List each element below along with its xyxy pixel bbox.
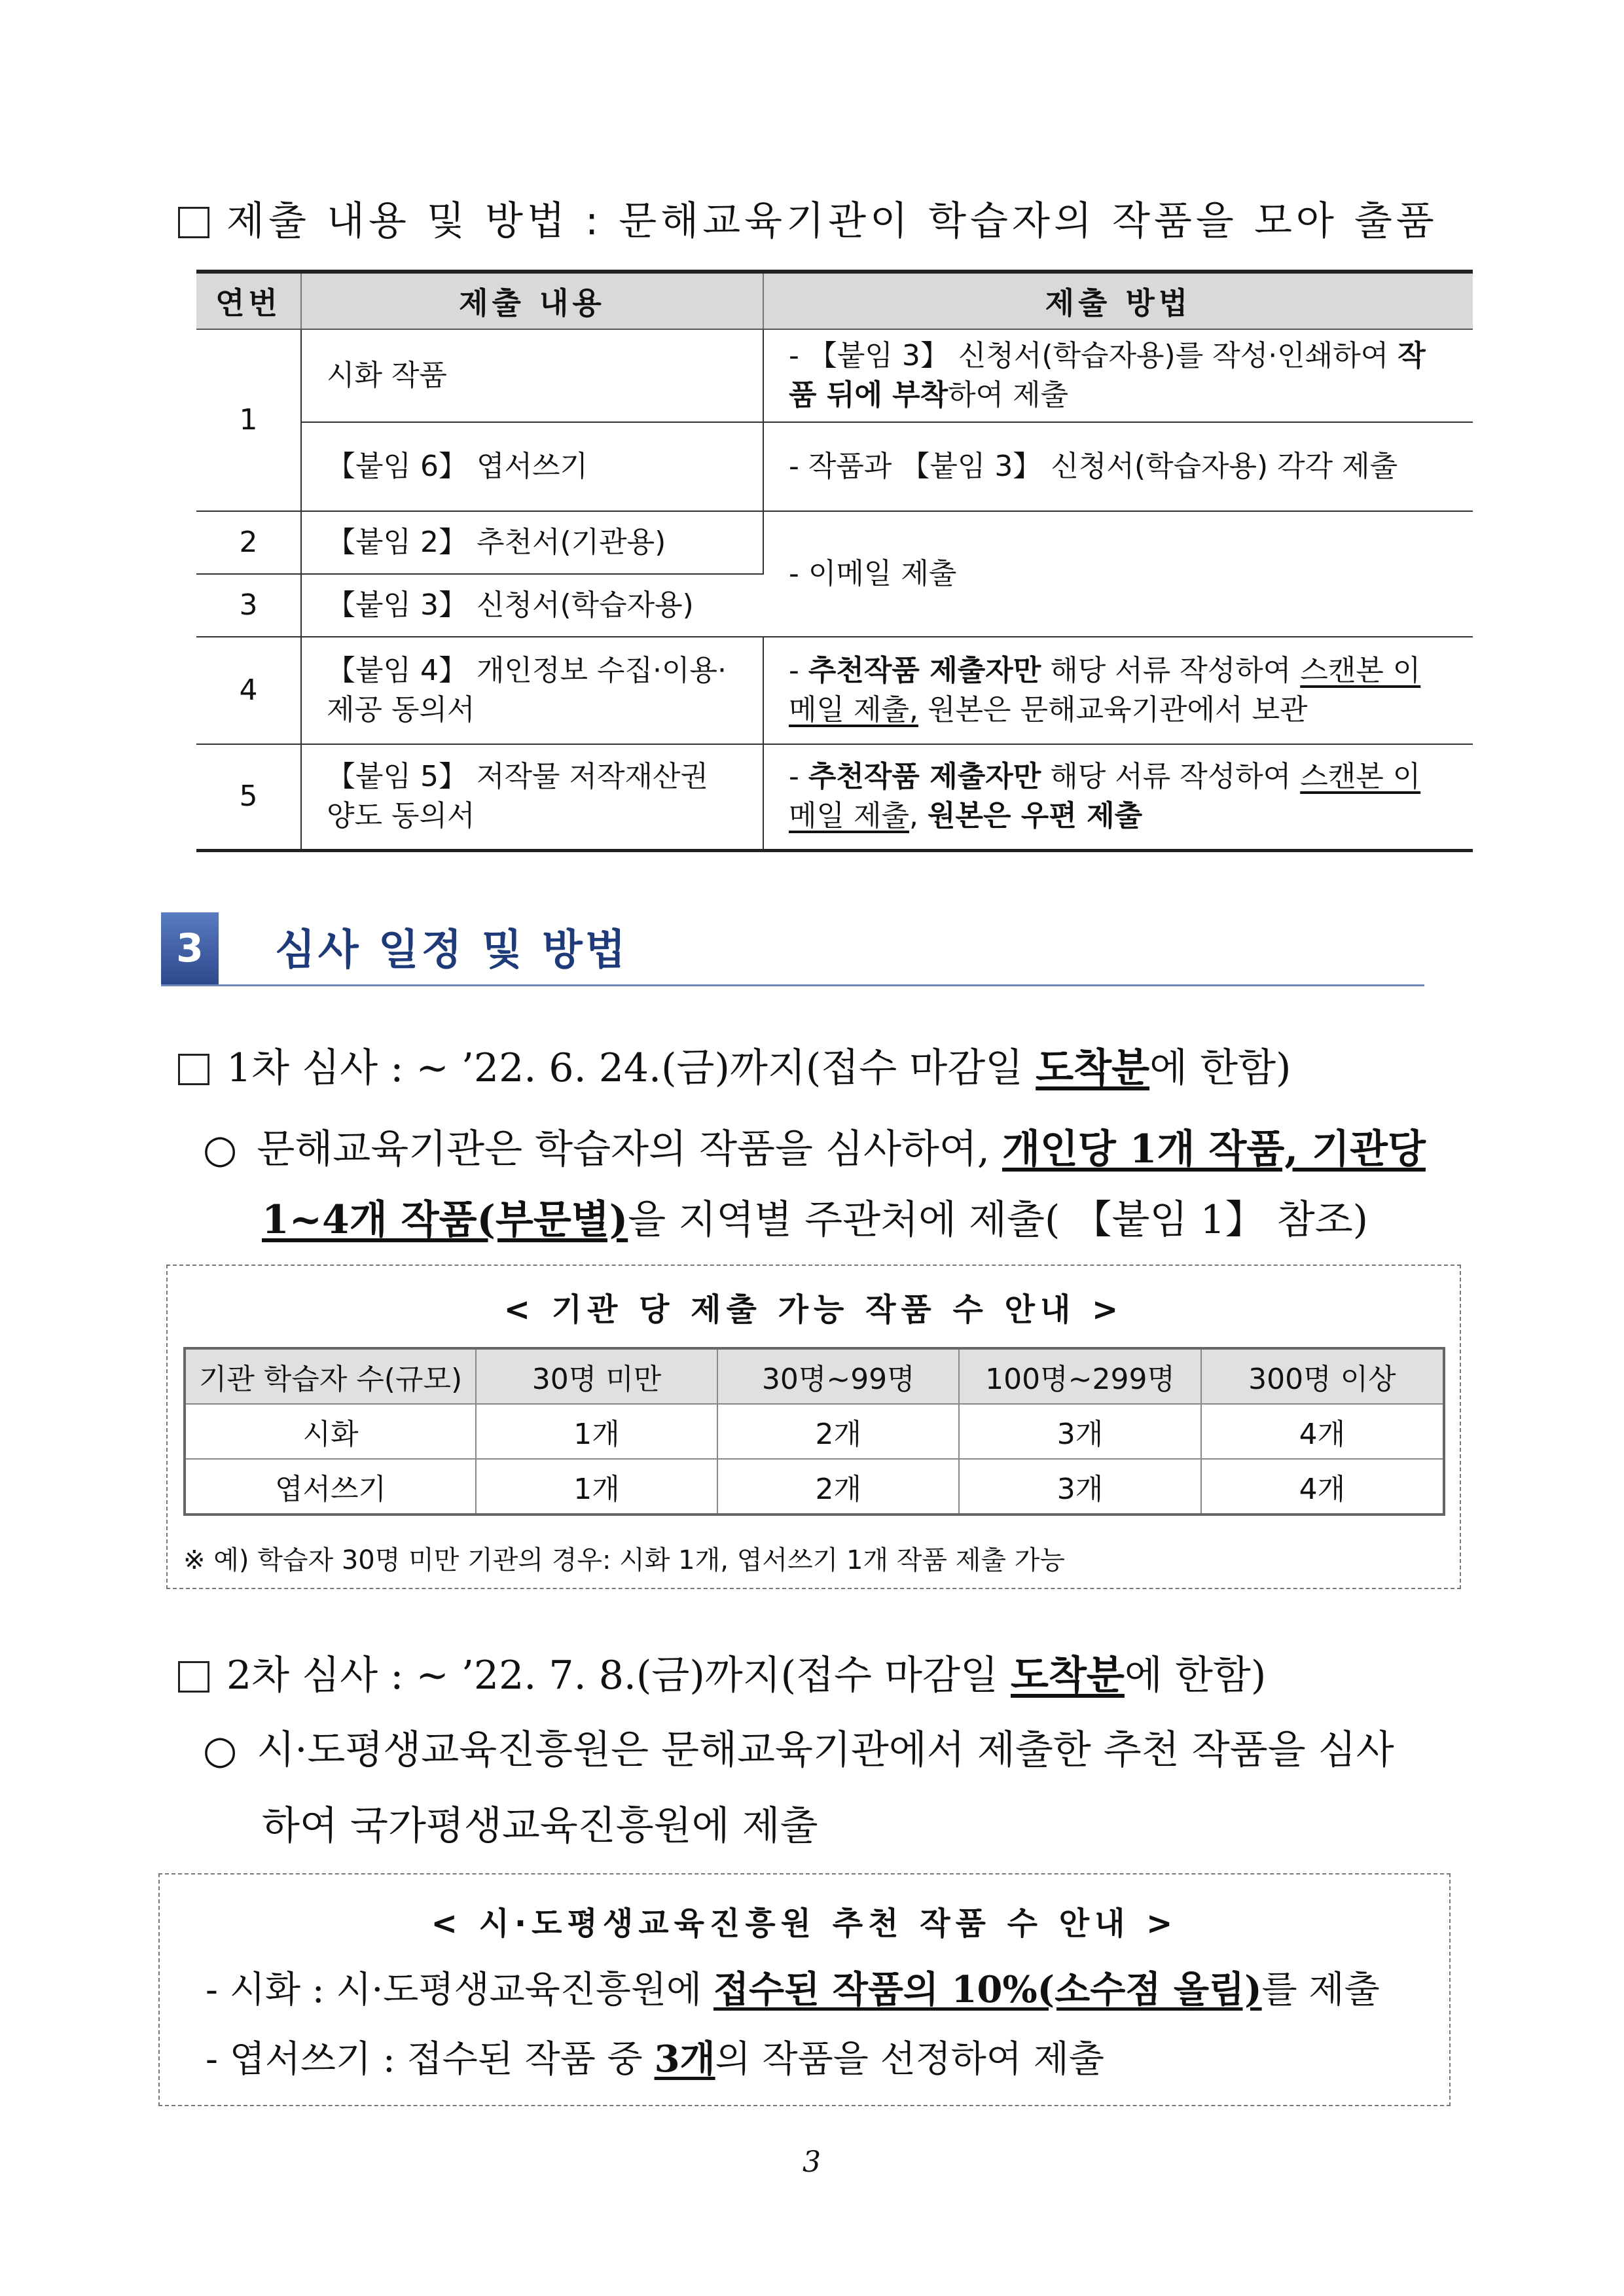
row-method: - 【붙임 3】 신청서(학습자용)를 작성·인쇄하여 작품 뒤에 부착하여 제출 — [763, 329, 1473, 422]
row-content: 【붙임 4】 개인정보 수집·이용·제공 동의서 — [301, 637, 763, 744]
col-header: 기관 학습자 수(규모) — [185, 1348, 476, 1404]
round1-count-table — [183, 1347, 1445, 1516]
row-content: 시화 작품 — [301, 329, 763, 422]
circle-bullet-icon: ○ — [203, 1727, 238, 1773]
round1-box-title: < 기관 당 제출 가능 작품 수 안내 > — [503, 1291, 1124, 1328]
table-cell: 2개 — [717, 1404, 959, 1459]
section-number-badge: 3 — [161, 912, 219, 984]
row-content: 【붙임 3】 신청서(학습자용) — [301, 574, 763, 637]
table-row — [185, 1459, 1444, 1515]
row-num: 2 — [196, 511, 301, 574]
round1-paragraph-cont: 1~4개 작품(부문별)을 지역별 주관처에 제출( 【붙임 1】 참조) — [262, 1197, 1369, 1243]
table-row — [196, 637, 1473, 744]
table-cell: 1개 — [476, 1459, 717, 1515]
round2-paragraph: ○ 시·도평생교육진흥원은 문해교육기관에서 제출한 추천 작품을 심사 — [203, 1727, 1394, 1773]
round2-item-poem: - 시화 : 시·도평생교육진흥원에 접수된 작품의 10%(소수점 올림)를 제출 — [206, 1968, 1380, 2011]
table-cell: 엽서쓰기 — [185, 1459, 476, 1515]
round2-heading: 2차 심사 : ~ ’22. 7. 8.(금)까지(접수 마감일 도착분에 한함) — [178, 1644, 1266, 1700]
round2-item-postcard: - 엽서쓰기 : 접수된 작품 중 3개의 작품을 선정하여 제출 — [206, 2037, 1104, 2081]
submit-table — [196, 270, 1473, 852]
round1-note: ※ 예) 학습자 30명 미만 기관의 경우: 시화 1개, 엽서쓰기 1개 작품 제출 가능 — [183, 1545, 1066, 1575]
table-row — [196, 511, 1473, 574]
checkbox-square-icon — [178, 1054, 209, 1085]
row-num: 1 — [196, 329, 301, 511]
row-method: - 추천작품 제출자만 해당 서류 작성하여 스캔본 이메일 제출, 원본은 우편 제출 — [763, 744, 1473, 850]
round1-paragraph: ○ 문해교육기관은 학습자의 작품을 심사하여, 개인당 1개 작품, 기관당 — [203, 1126, 1426, 1172]
row-method: - 이메일 제출 — [763, 511, 1473, 637]
table-row — [196, 744, 1473, 850]
row-content: 【붙임 2】 추천서(기관용) — [301, 511, 763, 574]
col-header-content: 제출 내용 — [301, 272, 763, 329]
table-cell: 1개 — [476, 1404, 717, 1459]
round2-paragraph-cont: 하여 국가평생교육진흥원에 제출 — [262, 1803, 818, 1849]
checkbox-square-icon — [178, 207, 209, 238]
round1-heading: 1차 심사 : ~ ’22. 6. 24.(금)까지(접수 마감일 도착분에 한함) — [178, 1037, 1291, 1093]
row-num: 3 — [196, 574, 301, 637]
col-header-num: 연번 — [196, 272, 301, 329]
table-cell: 4개 — [1201, 1459, 1444, 1515]
round2-box-title: < 시·도평생교육진흥원 추천 작품 수 안내 > — [431, 1905, 1178, 1942]
table-cell: 시화 — [185, 1404, 476, 1459]
table-cell: 3개 — [959, 1459, 1200, 1515]
table-cell: 4개 — [1201, 1404, 1444, 1459]
table-row — [196, 329, 1473, 422]
row-method: - 추천작품 제출자만 해당 서류 작성하여 스캔본 이메일 제출, 원본은 문해교육기관에서 보관 — [763, 637, 1473, 744]
col-header: 30명~99명 — [717, 1348, 959, 1404]
table-cell: 2개 — [717, 1459, 959, 1515]
table-row — [185, 1404, 1444, 1459]
page-number: 3 — [803, 2145, 821, 2179]
table-row — [196, 422, 1473, 511]
section-title: 심사 일정 및 방법 — [275, 926, 628, 975]
col-header: 100명~299명 — [959, 1348, 1200, 1404]
row-num: 4 — [196, 637, 301, 744]
col-header-method: 제출 방법 — [763, 272, 1473, 329]
row-content: 【붙임 6】 엽서쓰기 — [301, 422, 763, 511]
submit-heading: 제출 내용 및 방법 : 문해교육기관이 학습자의 작품을 모아 출품 — [178, 190, 1438, 246]
table-cell: 3개 — [959, 1404, 1200, 1459]
table-header-row — [185, 1348, 1444, 1404]
row-content: 【붙임 5】 저작물 저작재산권 양도 동의서 — [301, 744, 763, 850]
row-method: - 작품과 【붙임 3】 신청서(학습자용) 각각 제출 — [763, 422, 1473, 511]
col-header: 30명 미만 — [476, 1348, 717, 1404]
checkbox-square-icon — [178, 1661, 209, 1693]
table-header-row — [196, 272, 1473, 329]
col-header: 300명 이상 — [1201, 1348, 1444, 1404]
circle-bullet-icon: ○ — [203, 1126, 238, 1172]
row-num: 5 — [196, 744, 301, 850]
section-divider — [161, 984, 1424, 986]
